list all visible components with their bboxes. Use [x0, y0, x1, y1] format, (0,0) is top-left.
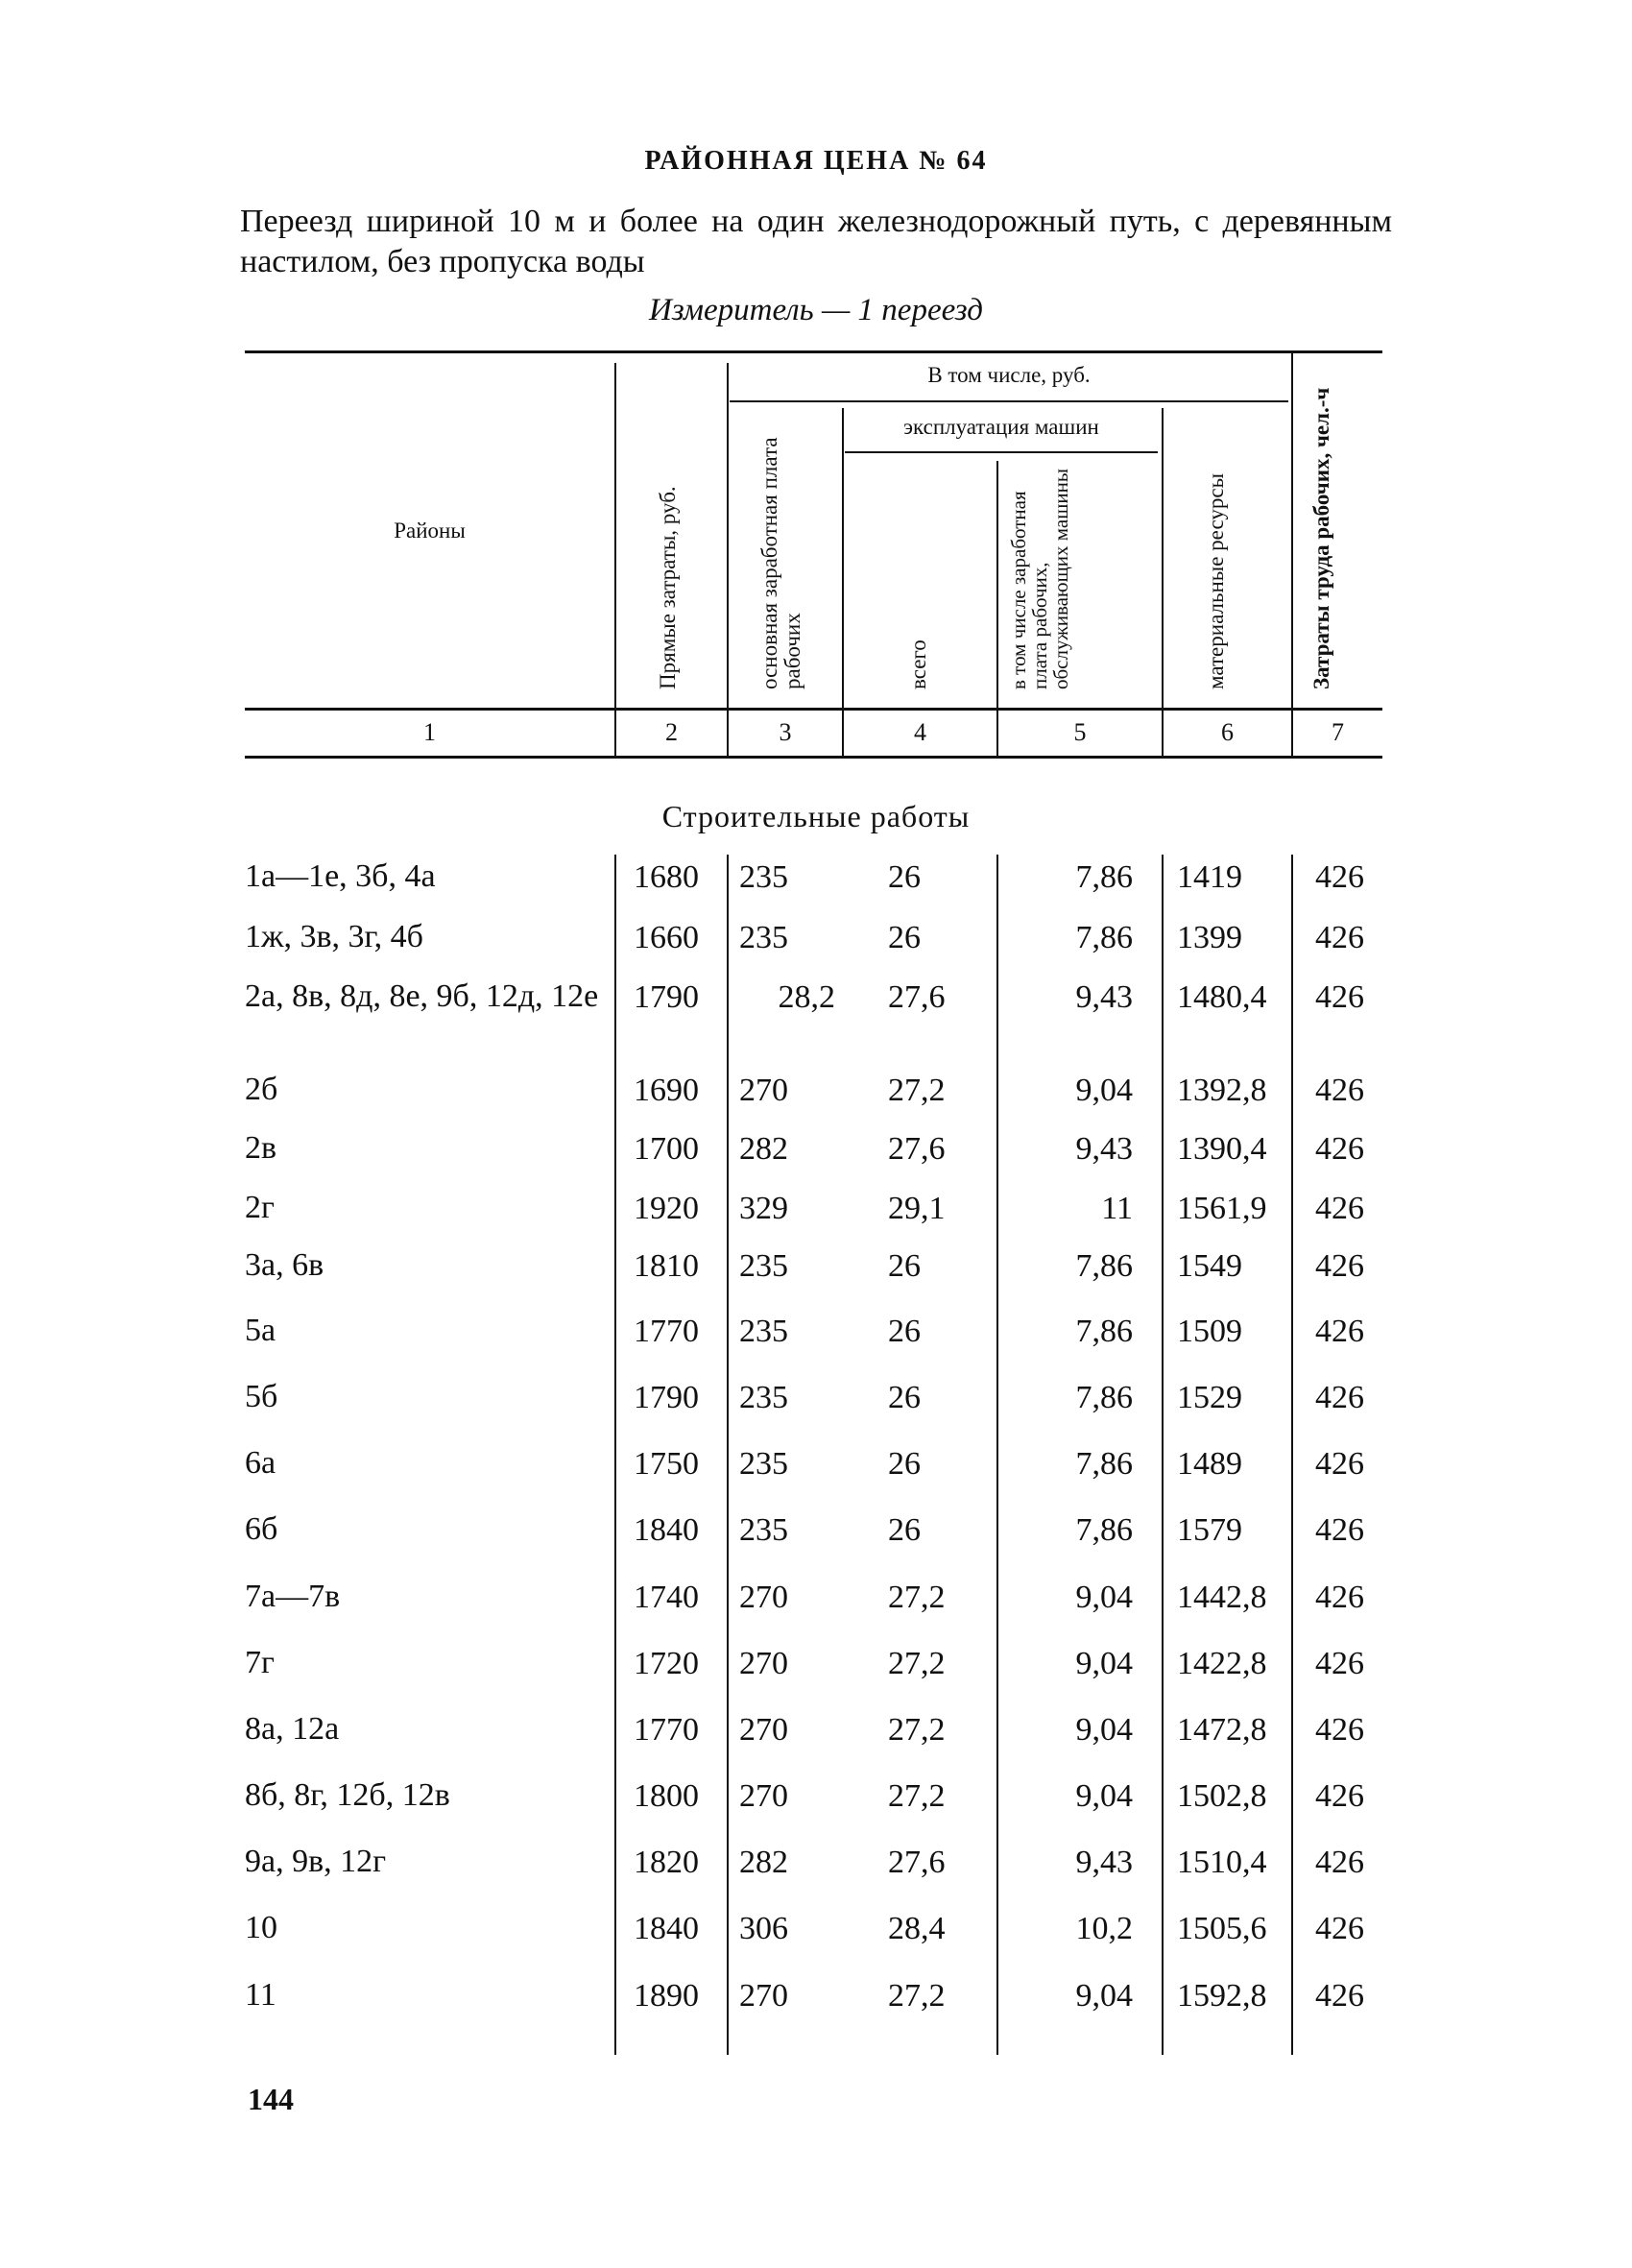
machine-wages-cell: 7,86 [1075, 1314, 1133, 1349]
machine-total-cell: 27,2 [888, 1580, 946, 1615]
direct-costs-cell: 1840 [634, 1911, 699, 1946]
page-subtitle: Переезд шириной 10 м и более на один железнодорожный путь, с деревянным настилом, без пропуска воды [240, 204, 1392, 279]
labor-cell: 426 [1315, 1778, 1364, 1814]
machine-total-cell: 26 [888, 920, 921, 955]
labor-cell: 426 [1315, 1845, 1364, 1880]
wages-cell: 235 [739, 1446, 788, 1482]
materials-cell: 1561,9 [1177, 1191, 1267, 1226]
machine-wages-cell: 7,86 [1075, 920, 1133, 955]
materials-cell: 1502,8 [1177, 1778, 1267, 1814]
col-header-machine-operation: эксплуатация машин [903, 415, 1099, 439]
wages-cell: 235 [739, 859, 788, 895]
materials-cell: 1549 [1177, 1248, 1242, 1284]
col-header-wages [758, 411, 804, 689]
col-header-direct-costs: Прямые затраты, руб. [656, 486, 680, 689]
col-header-machine-total: всего [906, 639, 930, 689]
machine-total-cell: 28,4 [888, 1911, 946, 1946]
materials-cell: 1529 [1177, 1380, 1242, 1415]
labor-cell: 426 [1315, 1911, 1364, 1946]
machine-wages-cell: 9,04 [1075, 1073, 1133, 1108]
wages-cell: 235 [739, 1248, 788, 1284]
labor-cell: 426 [1315, 1380, 1364, 1415]
machine-total-cell: 26 [888, 1314, 921, 1349]
col-header-districts: Районы [394, 519, 466, 543]
col-header-materials [1205, 459, 1228, 689]
header-bottom-rule [245, 708, 1382, 711]
direct-costs-cell: 1810 [634, 1248, 699, 1284]
machine-total-cell: 27,6 [888, 1131, 946, 1167]
district-cell: 7а—7в [245, 1579, 341, 1614]
header-vline-4 [996, 461, 998, 757]
machine-wages-cell: 7,86 [1075, 1248, 1133, 1284]
labor-cell: 426 [1315, 1978, 1364, 2014]
machine-total-cell: 27,2 [888, 1712, 946, 1748]
machine-wages-cell: 7,86 [1075, 859, 1133, 895]
machine-wages-cell: 10,2 [1075, 1911, 1133, 1946]
machine-total-cell: 27,6 [888, 1845, 946, 1880]
labor-cell: 426 [1315, 1314, 1364, 1349]
materials-cell: 1390,4 [1177, 1131, 1267, 1167]
machine-rule [845, 451, 1158, 453]
district-cell: 8б, 8г, 12б, 12в [245, 1777, 450, 1813]
col-number-6: 6 [1221, 718, 1234, 746]
machine-wages-cell: 9,04 [1075, 1712, 1133, 1748]
labor-cell: 426 [1315, 920, 1364, 955]
materials-cell: 1442,8 [1177, 1580, 1267, 1615]
col-header-labor-text: Затраты труда рабочих, чел.-ч [1309, 387, 1333, 689]
machine-wages-cell: 9,04 [1075, 1778, 1133, 1814]
materials-cell: 1392,8 [1177, 1073, 1267, 1108]
direct-costs-cell: 1660 [634, 920, 699, 955]
wages-cell: 235 [739, 920, 788, 955]
district-cell: 11 [245, 1977, 276, 2013]
materials-cell: 1592,8 [1177, 1978, 1267, 2014]
wages-cell: 282 [739, 1131, 788, 1167]
district-cell: 8а, 12а [245, 1711, 340, 1747]
labor-cell: 426 [1315, 1446, 1364, 1482]
wages-cell: 270 [739, 1712, 788, 1748]
direct-costs-cell: 1840 [634, 1512, 699, 1548]
wages-cell: 306 [739, 1911, 788, 1946]
district-cell: 6а [245, 1445, 276, 1481]
wages-cell: 329 [739, 1191, 788, 1226]
wages-cell: 235 [739, 1512, 788, 1548]
materials-cell: 1489 [1177, 1446, 1242, 1482]
labor-cell: 426 [1315, 1248, 1364, 1284]
header-vline-3 [842, 408, 844, 757]
col-number-7: 7 [1332, 718, 1344, 746]
labor-cell: 426 [1315, 859, 1364, 895]
wages-cell: 270 [739, 1778, 788, 1814]
col-header-machine-wages-text: в том числе заработная плата рабочих, обслуживающих машины [1007, 469, 1072, 689]
wages-cell: 270 [739, 1978, 788, 2014]
machine-wages-cell: 9,43 [1075, 979, 1133, 1015]
materials-cell: 1505,6 [1177, 1911, 1267, 1946]
direct-costs-cell: 1720 [634, 1646, 699, 1681]
machine-wages-cell: 7,86 [1075, 1512, 1133, 1548]
materials-cell: 1419 [1177, 859, 1242, 895]
materials-cell: 1399 [1177, 920, 1242, 955]
body-vline-3 [996, 855, 998, 2055]
direct-costs-cell: 1770 [634, 1314, 699, 1349]
wages-cell: 235 [739, 1380, 788, 1415]
machine-total-cell: 27,2 [888, 1978, 946, 2014]
header-vline-6 [1291, 350, 1293, 757]
materials-cell: 1509 [1177, 1314, 1242, 1349]
header-vline-2 [727, 363, 729, 757]
colnum-bottom-rule [245, 756, 1382, 759]
header-vline-5 [1162, 408, 1164, 757]
col-number-2: 2 [665, 718, 678, 746]
measure-unit: Измеритель — 1 переезд [649, 293, 983, 327]
labor-cell: 426 [1315, 1073, 1364, 1108]
col-header-machine-wages [1008, 459, 1071, 689]
body-vline-2 [727, 855, 729, 2055]
materials-cell: 1422,8 [1177, 1646, 1267, 1681]
district-cell: 1а—1е, 3б, 4а [245, 858, 436, 894]
machine-wages-cell: 9,04 [1075, 1646, 1133, 1681]
col-header-materials-text: материальные ресурсы [1204, 472, 1228, 689]
direct-costs-cell: 1790 [634, 979, 699, 1015]
labor-cell: 426 [1315, 1646, 1364, 1681]
col-number-4: 4 [914, 718, 926, 746]
direct-costs-cell: 1920 [634, 1191, 699, 1226]
district-cell: 7г [245, 1645, 275, 1680]
wages-cell: 270 [739, 1580, 788, 1615]
machine-wages-cell: 9,04 [1075, 1978, 1133, 2014]
district-cell: 5б [245, 1379, 278, 1414]
direct-costs-cell: 1690 [634, 1073, 699, 1108]
col-number-1: 1 [423, 718, 436, 746]
wages-cell: 235 [739, 1314, 788, 1349]
district-cell: 3а, 6в [245, 1247, 324, 1283]
machine-total-cell: 27,2 [888, 1073, 946, 1108]
machine-wages-cell: 9,43 [1075, 1131, 1133, 1167]
direct-costs-cell: 1680 [634, 859, 699, 895]
machine-total-cell: 27,2 [888, 1646, 946, 1681]
direct-costs-cell: 1740 [634, 1580, 699, 1615]
page-number: 144 [248, 2082, 294, 2116]
wages-cell: 282 [739, 1845, 788, 1880]
district-cell: 1ж, 3в, 3г, 4б [245, 919, 423, 954]
labor-cell: 426 [1315, 1512, 1364, 1548]
labor-cell: 426 [1315, 1580, 1364, 1615]
header-vline-1 [614, 363, 616, 757]
machine-wages-cell: 9,43 [1075, 1845, 1133, 1880]
labor-cell: 426 [1315, 1191, 1364, 1226]
machine-total-cell: 26 [888, 1248, 921, 1284]
district-cell: 2б [245, 1072, 278, 1107]
machine-total-cell: 27,6 [888, 979, 946, 1015]
labor-cell: 426 [1315, 1131, 1364, 1167]
col-header-wages-text: основная заработная плата рабочих [757, 437, 804, 689]
machine-wages-cell: 7,86 [1075, 1446, 1133, 1482]
materials-cell: 1480,4 [1177, 979, 1267, 1015]
wages-cell: 270 [739, 1646, 788, 1681]
including-rule [730, 400, 1288, 402]
col-header-labor [1310, 363, 1333, 689]
table-top-rule [245, 350, 1382, 353]
body-vline-5 [1291, 855, 1293, 2055]
wages-cell: 270 [739, 1073, 788, 1108]
machine-total-cell: 26 [888, 1512, 921, 1548]
district-cell: 5а [245, 1313, 276, 1348]
direct-costs-cell: 1770 [634, 1712, 699, 1748]
machine-total-cell: 26 [888, 1446, 921, 1482]
direct-costs-cell: 1890 [634, 1978, 699, 2014]
materials-cell: 1579 [1177, 1512, 1242, 1548]
labor-cell: 426 [1315, 1712, 1364, 1748]
direct-costs-cell: 1700 [634, 1131, 699, 1167]
machine-total-cell: 27,2 [888, 1778, 946, 1814]
direct-costs-cell: 1820 [634, 1845, 699, 1880]
page-title: РАЙОННАЯ ЦЕНА № 64 [644, 146, 988, 176]
machine-total-cell: 29,1 [888, 1191, 946, 1226]
col-header-including: В том числе, руб. [927, 363, 1091, 387]
district-cell: 6б [245, 1511, 278, 1547]
body-vline-1 [614, 855, 616, 2055]
col-number-5: 5 [1073, 718, 1087, 746]
direct-costs-cell: 1800 [634, 1778, 699, 1814]
district-cell: 2г [245, 1190, 275, 1225]
direct-costs-cell: 1750 [634, 1446, 699, 1482]
section-heading: Строительные работы [661, 799, 971, 833]
district-cell: 9а, 9в, 12г [245, 1844, 387, 1879]
district-cell: 2в [245, 1130, 277, 1166]
labor-cell: 426 [1315, 979, 1364, 1015]
machine-wages-cell: 9,04 [1075, 1580, 1133, 1615]
machine-total-cell: 26 [888, 1380, 921, 1415]
direct-costs-cell: 1790 [634, 1380, 699, 1415]
materials-cell: 1472,8 [1177, 1712, 1267, 1748]
body-vline-4 [1162, 855, 1164, 2055]
machine-wages-cell: 7,86 [1075, 1380, 1133, 1415]
col-number-3: 3 [779, 718, 792, 746]
district-cell: 10 [245, 1910, 277, 1945]
machine-total-cell: 26 [888, 859, 921, 895]
machine-wages-cell: 11 [1101, 1191, 1133, 1226]
district-cell: 2а, 8в, 8д, 8е, 9б, 12д, 12е [245, 978, 599, 1014]
wages-cell: 28,2 [778, 979, 835, 1015]
materials-cell: 1510,4 [1177, 1845, 1267, 1880]
